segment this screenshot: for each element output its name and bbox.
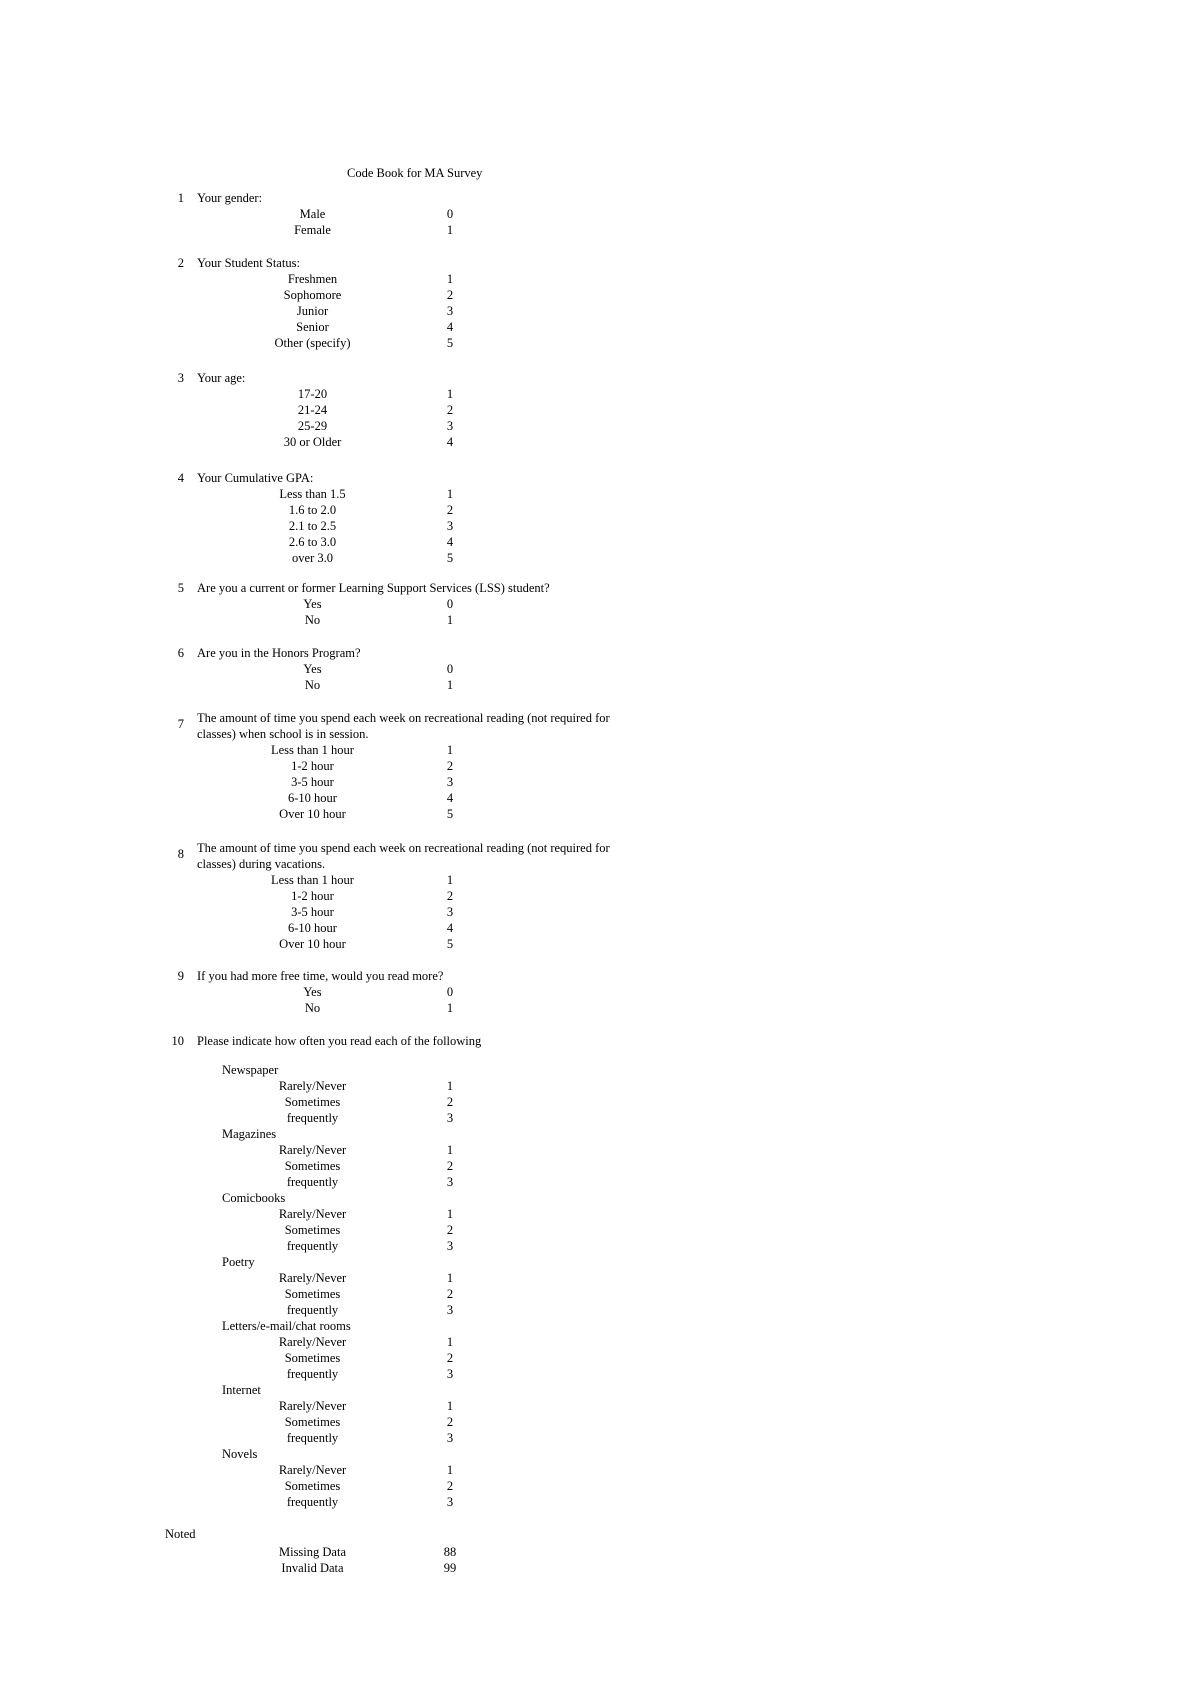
option-code: 2 bbox=[446, 288, 454, 302]
option-code: 0 bbox=[446, 985, 454, 999]
notes-label: Noted bbox=[165, 1527, 196, 1541]
option-label: No bbox=[304, 1001, 321, 1015]
option-code: 3 bbox=[446, 905, 454, 919]
option-code: 1 bbox=[446, 1335, 454, 1349]
option-code: 1 bbox=[446, 1079, 454, 1093]
option-label: Sometimes bbox=[284, 1479, 341, 1493]
option-code: 1 bbox=[446, 1399, 454, 1413]
notes-item-code: 99 bbox=[443, 1561, 457, 1575]
option-label: Male bbox=[299, 207, 326, 221]
option-label: Other (specify) bbox=[274, 336, 351, 350]
subitem-name: Comicbooks bbox=[222, 1191, 286, 1205]
option-code: 1 bbox=[446, 223, 454, 237]
option-label: Over 10 hour bbox=[279, 807, 346, 821]
option-code: 1 bbox=[446, 613, 454, 627]
option-code: 3 bbox=[446, 1111, 454, 1125]
option-label: 3-5 hour bbox=[291, 775, 334, 789]
option-label: Yes bbox=[303, 662, 322, 676]
option-code: 3 bbox=[446, 1495, 454, 1509]
option-code: 2 bbox=[446, 1351, 454, 1365]
option-code: 2 bbox=[446, 759, 454, 773]
option-code: 5 bbox=[446, 551, 454, 565]
option-label: Rarely/Never bbox=[278, 1079, 347, 1093]
option-code: 1 bbox=[446, 1143, 454, 1157]
option-code: 5 bbox=[446, 807, 454, 821]
option-code: 2 bbox=[446, 1287, 454, 1301]
option-label: 1-2 hour bbox=[291, 759, 334, 773]
question-text: If you had more free time, would you read more? bbox=[197, 969, 444, 983]
option-code: 0 bbox=[446, 597, 454, 611]
option-code: 3 bbox=[446, 775, 454, 789]
option-label: 6-10 hour bbox=[288, 791, 337, 805]
option-code: 3 bbox=[446, 304, 454, 318]
option-label: frequently bbox=[286, 1431, 339, 1445]
option-label: frequently bbox=[286, 1367, 339, 1381]
option-label: 6-10 hour bbox=[288, 921, 337, 935]
option-label: frequently bbox=[286, 1111, 339, 1125]
option-label: frequently bbox=[286, 1175, 339, 1189]
option-label: Sometimes bbox=[284, 1223, 341, 1237]
option-label: frequently bbox=[286, 1495, 339, 1509]
option-label: Freshmen bbox=[287, 272, 338, 286]
option-code: 1 bbox=[446, 487, 454, 501]
option-code: 5 bbox=[446, 336, 454, 350]
option-label: 17-20 bbox=[297, 387, 328, 401]
option-code: 4 bbox=[446, 791, 454, 805]
notes-item-code: 88 bbox=[443, 1545, 457, 1559]
option-label: 3-5 hour bbox=[291, 905, 334, 919]
option-code: 1 bbox=[446, 1207, 454, 1221]
question-text: Your Student Status: bbox=[197, 256, 300, 270]
option-label: Rarely/Never bbox=[278, 1463, 347, 1477]
option-code: 2 bbox=[446, 1159, 454, 1173]
question-number: 7 bbox=[177, 717, 184, 731]
subitem-name: Novels bbox=[222, 1447, 258, 1461]
option-label: No bbox=[304, 613, 321, 627]
option-label: Over 10 hour bbox=[279, 937, 346, 951]
option-code: 3 bbox=[446, 1175, 454, 1189]
option-code: 3 bbox=[446, 519, 454, 533]
option-label: Rarely/Never bbox=[278, 1271, 347, 1285]
option-code: 0 bbox=[446, 207, 454, 221]
option-label: Sometimes bbox=[284, 1095, 341, 1109]
option-code: 1 bbox=[446, 272, 454, 286]
option-code: 2 bbox=[446, 1223, 454, 1237]
option-label: Junior bbox=[296, 304, 329, 318]
subitem-name: Magazines bbox=[222, 1127, 277, 1141]
option-code: 2 bbox=[446, 1479, 454, 1493]
question-text: Are you a current or former Learning Support Services (LSS) student? bbox=[197, 581, 550, 595]
option-label: 2.1 to 2.5 bbox=[288, 519, 337, 533]
option-label: Sometimes bbox=[284, 1415, 341, 1429]
option-code: 3 bbox=[446, 1303, 454, 1317]
option-label: over 3.0 bbox=[292, 551, 333, 565]
option-code: 2 bbox=[446, 403, 454, 417]
option-label: Sometimes bbox=[284, 1159, 341, 1173]
option-code: 1 bbox=[446, 743, 454, 757]
option-label: Sophomore bbox=[283, 288, 342, 302]
option-code: 4 bbox=[446, 921, 454, 935]
option-code: 1 bbox=[446, 1001, 454, 1015]
option-label: 2.6 to 3.0 bbox=[288, 535, 337, 549]
option-label: 1.6 to 2.0 bbox=[288, 503, 337, 517]
option-code: 2 bbox=[446, 889, 454, 903]
subitem-name: Newspaper bbox=[222, 1063, 279, 1077]
page-title: Code Book for MA Survey bbox=[347, 166, 483, 180]
question-number: 3 bbox=[177, 371, 184, 385]
option-label: Less than 1.5 bbox=[279, 487, 346, 501]
option-label: Yes bbox=[303, 597, 322, 611]
option-code: 4 bbox=[446, 435, 454, 449]
option-label: Rarely/Never bbox=[278, 1143, 347, 1157]
option-code: 0 bbox=[446, 662, 454, 676]
question-text: Your gender: bbox=[197, 191, 263, 205]
question-number: 6 bbox=[177, 646, 184, 660]
notes-item-label: Missing Data bbox=[278, 1545, 346, 1559]
option-label: Rarely/Never bbox=[278, 1399, 347, 1413]
option-code: 3 bbox=[446, 1239, 454, 1253]
option-code: 1 bbox=[446, 387, 454, 401]
option-label: frequently bbox=[286, 1239, 339, 1253]
subitem-name: Letters/e-mail/chat rooms bbox=[222, 1319, 351, 1333]
question-number: 10 bbox=[171, 1034, 184, 1048]
option-code: 2 bbox=[446, 1415, 454, 1429]
option-code: 1 bbox=[446, 1463, 454, 1477]
question-text: Your age: bbox=[197, 371, 246, 385]
question-number: 5 bbox=[177, 581, 184, 595]
option-label: Less than 1 hour bbox=[271, 873, 354, 887]
option-label: frequently bbox=[286, 1303, 339, 1317]
question-text: Your Cumulative GPA: bbox=[197, 471, 314, 485]
question-text: Are you in the Honors Program? bbox=[197, 646, 361, 660]
option-label: No bbox=[304, 678, 321, 692]
subitem-name: Poetry bbox=[222, 1255, 255, 1269]
question-text: Please indicate how often you read each of the following bbox=[197, 1034, 482, 1048]
question-number: 4 bbox=[177, 471, 184, 485]
option-label: Senior bbox=[296, 320, 329, 334]
subitem-name: Internet bbox=[222, 1383, 261, 1397]
option-code: 2 bbox=[446, 1095, 454, 1109]
option-label: Female bbox=[294, 223, 331, 237]
question-number: 9 bbox=[177, 969, 184, 983]
option-code: 4 bbox=[446, 320, 454, 334]
option-label: 25-29 bbox=[297, 419, 328, 433]
option-label: 1-2 hour bbox=[291, 889, 334, 903]
option-code: 3 bbox=[446, 1367, 454, 1381]
option-code: 3 bbox=[446, 1431, 454, 1445]
option-code: 2 bbox=[446, 503, 454, 517]
question-number: 8 bbox=[177, 847, 184, 861]
option-code: 4 bbox=[446, 535, 454, 549]
question-number: 2 bbox=[177, 256, 184, 270]
option-label: 21-24 bbox=[297, 403, 328, 417]
option-label: Sometimes bbox=[284, 1351, 341, 1365]
option-label: Sometimes bbox=[284, 1287, 341, 1301]
option-code: 5 bbox=[446, 937, 454, 951]
option-code: 3 bbox=[446, 419, 454, 433]
option-label: 30 or Older bbox=[283, 435, 342, 449]
option-label: Rarely/Never bbox=[278, 1207, 347, 1221]
option-code: 1 bbox=[446, 873, 454, 887]
question-text: The amount of time you spend each week on recreational reading (not required for classes) during vacations. bbox=[197, 841, 610, 871]
option-label: Rarely/Never bbox=[278, 1335, 347, 1349]
option-label: Less than 1 hour bbox=[271, 743, 354, 757]
option-label: Yes bbox=[303, 985, 322, 999]
option-code: 1 bbox=[446, 678, 454, 692]
option-code: 1 bbox=[446, 1271, 454, 1285]
question-number: 1 bbox=[177, 191, 184, 205]
question-text: The amount of time you spend each week on recreational reading (not required for classes) when school is in session. bbox=[197, 711, 610, 741]
notes-item-label: Invalid Data bbox=[281, 1561, 344, 1575]
